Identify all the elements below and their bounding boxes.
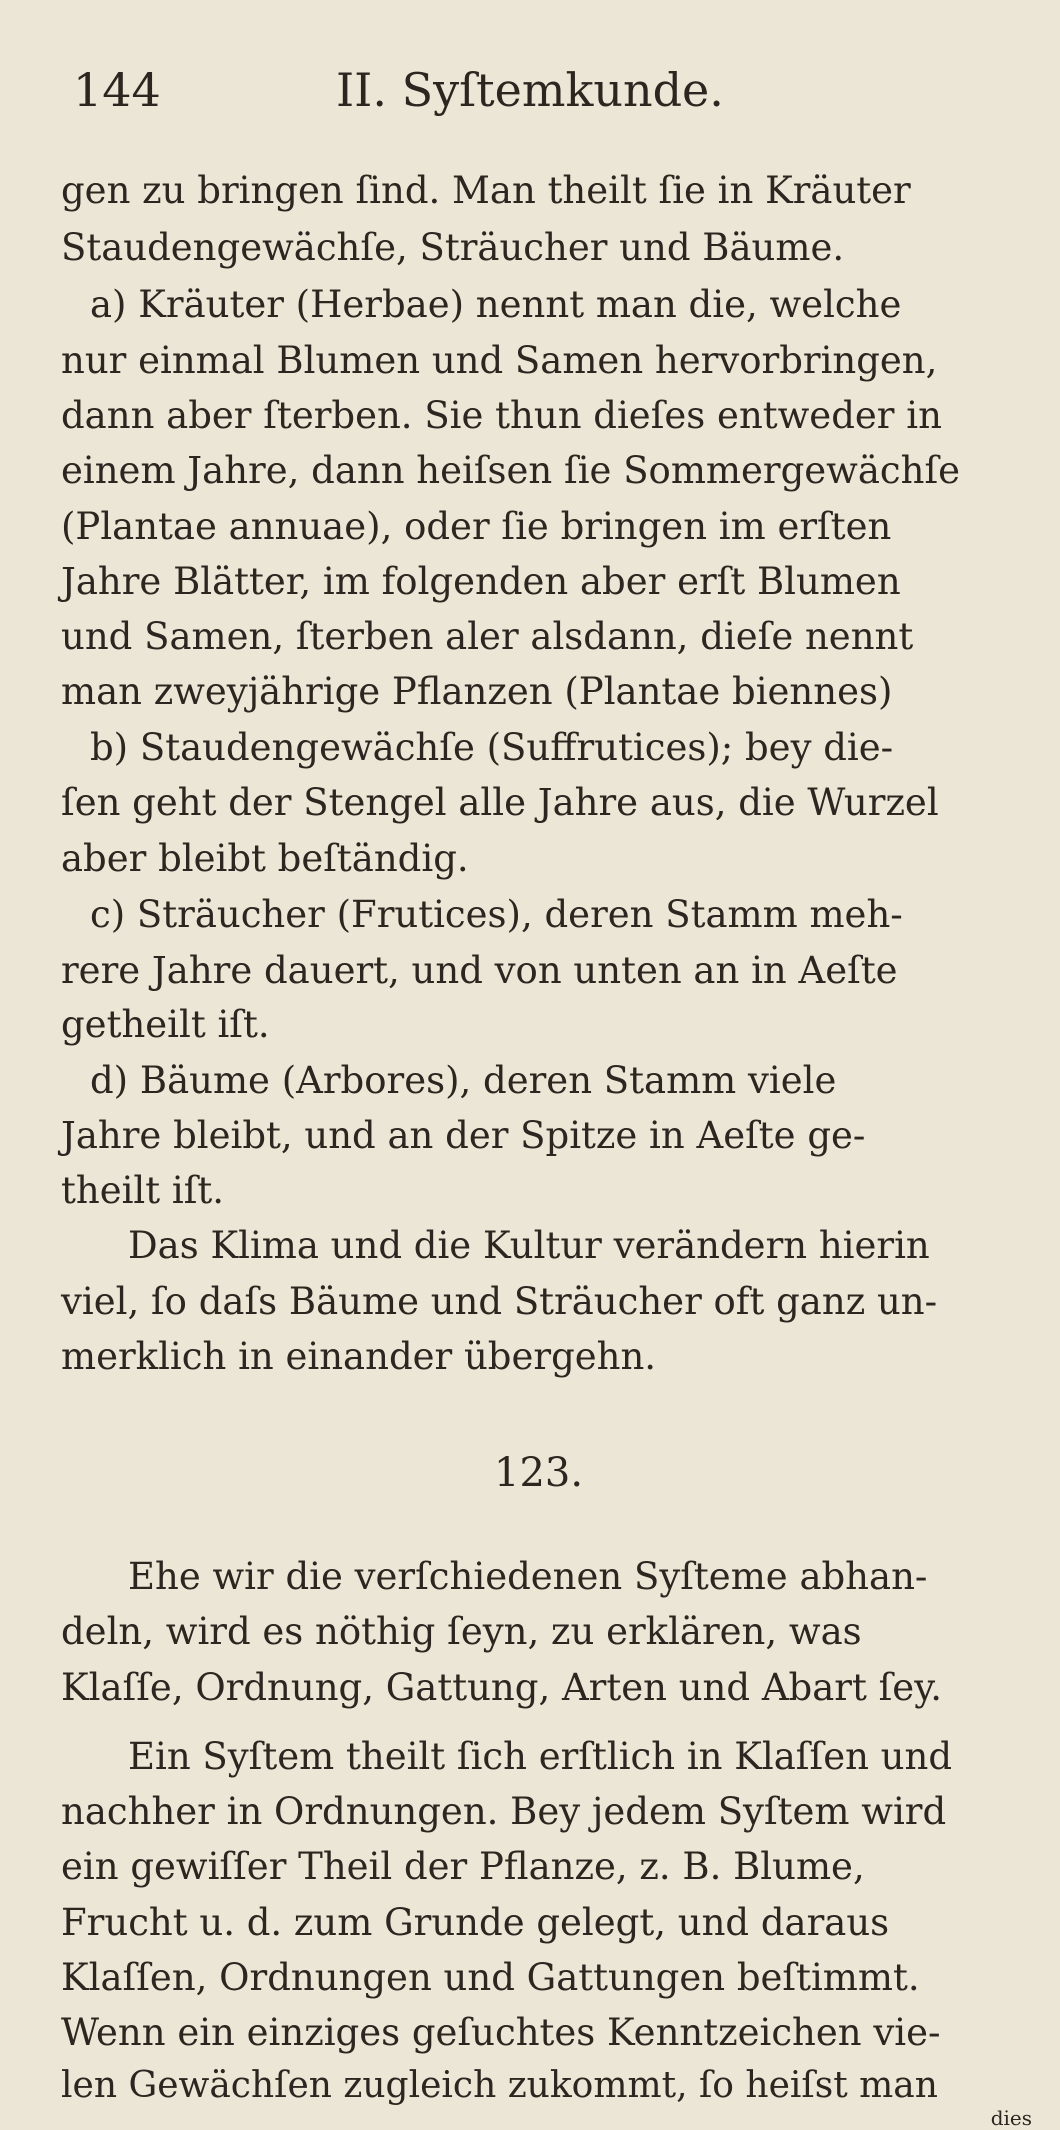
text-line: nachher in Ordnungen. Bey jedem Syſtem wird xyxy=(61,1790,947,1833)
text-line: Wenn ein einziges geſuchtes Kenntzeichen vie- xyxy=(61,2011,941,2054)
catchword: dies xyxy=(990,2106,1032,2130)
text-line: man zweyjährige Pflanzen (Plantae biennes) xyxy=(61,670,893,713)
text-line: und Samen, ſterben aler alsdann, dieſe nennt xyxy=(61,615,914,658)
text-line: viel, ſo daſs Bäume und Sträucher oft ganz un- xyxy=(61,1280,938,1323)
text-line: Klaſſen, Ordnungen und Gattungen beſtimmt. xyxy=(61,1956,920,1999)
text-line: c) Sträucher (Frutices), deren Stamm meh- xyxy=(90,893,903,936)
text-line: ſen geht der Stengel alle Jahre aus, die Wurzel xyxy=(61,781,939,824)
page-title: II. Syſtemkunde. xyxy=(336,63,724,117)
text-line: einem Jahre, dann heiſsen ſie Sommergewächſe xyxy=(61,449,961,492)
text-line: nur einmal Blumen und Samen hervorbringen, xyxy=(61,339,938,382)
text-line: deln, wird es nöthig ſeyn, zu erklären, was xyxy=(61,1610,862,1653)
text-line: Das Klima und die Kultur verändern hierin xyxy=(128,1224,930,1267)
section-number: 123. xyxy=(494,1450,584,1496)
text-line: a) Kräuter (Herbae) nennt man die, welche xyxy=(90,283,902,326)
text-line: aber bleibt beſtändig. xyxy=(61,837,469,880)
text-line: Jahre bleibt, und an der Spitze in Aeſte ge- xyxy=(61,1114,866,1157)
text-line: Jahre Blätter, im folgenden aber erſt Blumen xyxy=(61,560,901,603)
text-line: getheilt iſt. xyxy=(61,1003,270,1046)
text-line: Klaſſe, Ordnung, Gattung, Arten und Abart ſey. xyxy=(61,1666,942,1709)
text-line: (Plantae annuae), oder ſie bringen im erſten xyxy=(61,505,892,548)
text-line: rere Jahre dauert, und von unten an in Aeſte xyxy=(61,949,898,992)
text-line: Ein Syſtem theilt ſich erſtlich in Klaſſen und xyxy=(128,1735,953,1778)
text-line: merklich in einander übergehn. xyxy=(61,1335,657,1378)
text-line: ein gewiſſer Theil der Pflanze, z. B. Blume, xyxy=(61,1845,865,1888)
text-line: len Gewächſen zugleich zukommt, ſo heiſst man xyxy=(61,2065,938,2106)
text-line: theilt iſt. xyxy=(61,1169,225,1212)
text-line: Frucht u. d. zum Grunde gelegt, und daraus xyxy=(61,1901,890,1944)
text-line: b) Staudengewächſe (Suffrutices); bey die- xyxy=(90,726,894,769)
text-line: d) Bäume (Arbores), deren Stamm viele xyxy=(90,1059,837,1102)
text-line: gen zu bringen ſind. Man theilt ſie in Kräuter xyxy=(61,169,911,212)
page-number: 144 xyxy=(73,63,161,117)
text-line: Staudengewächſe, Sträucher und Bäume. xyxy=(61,226,845,269)
text-line: dann aber ſterben. Sie thun dieſes entweder in xyxy=(61,394,942,437)
text-line: Ehe wir die verſchiedenen Syſteme abhan- xyxy=(128,1555,928,1598)
